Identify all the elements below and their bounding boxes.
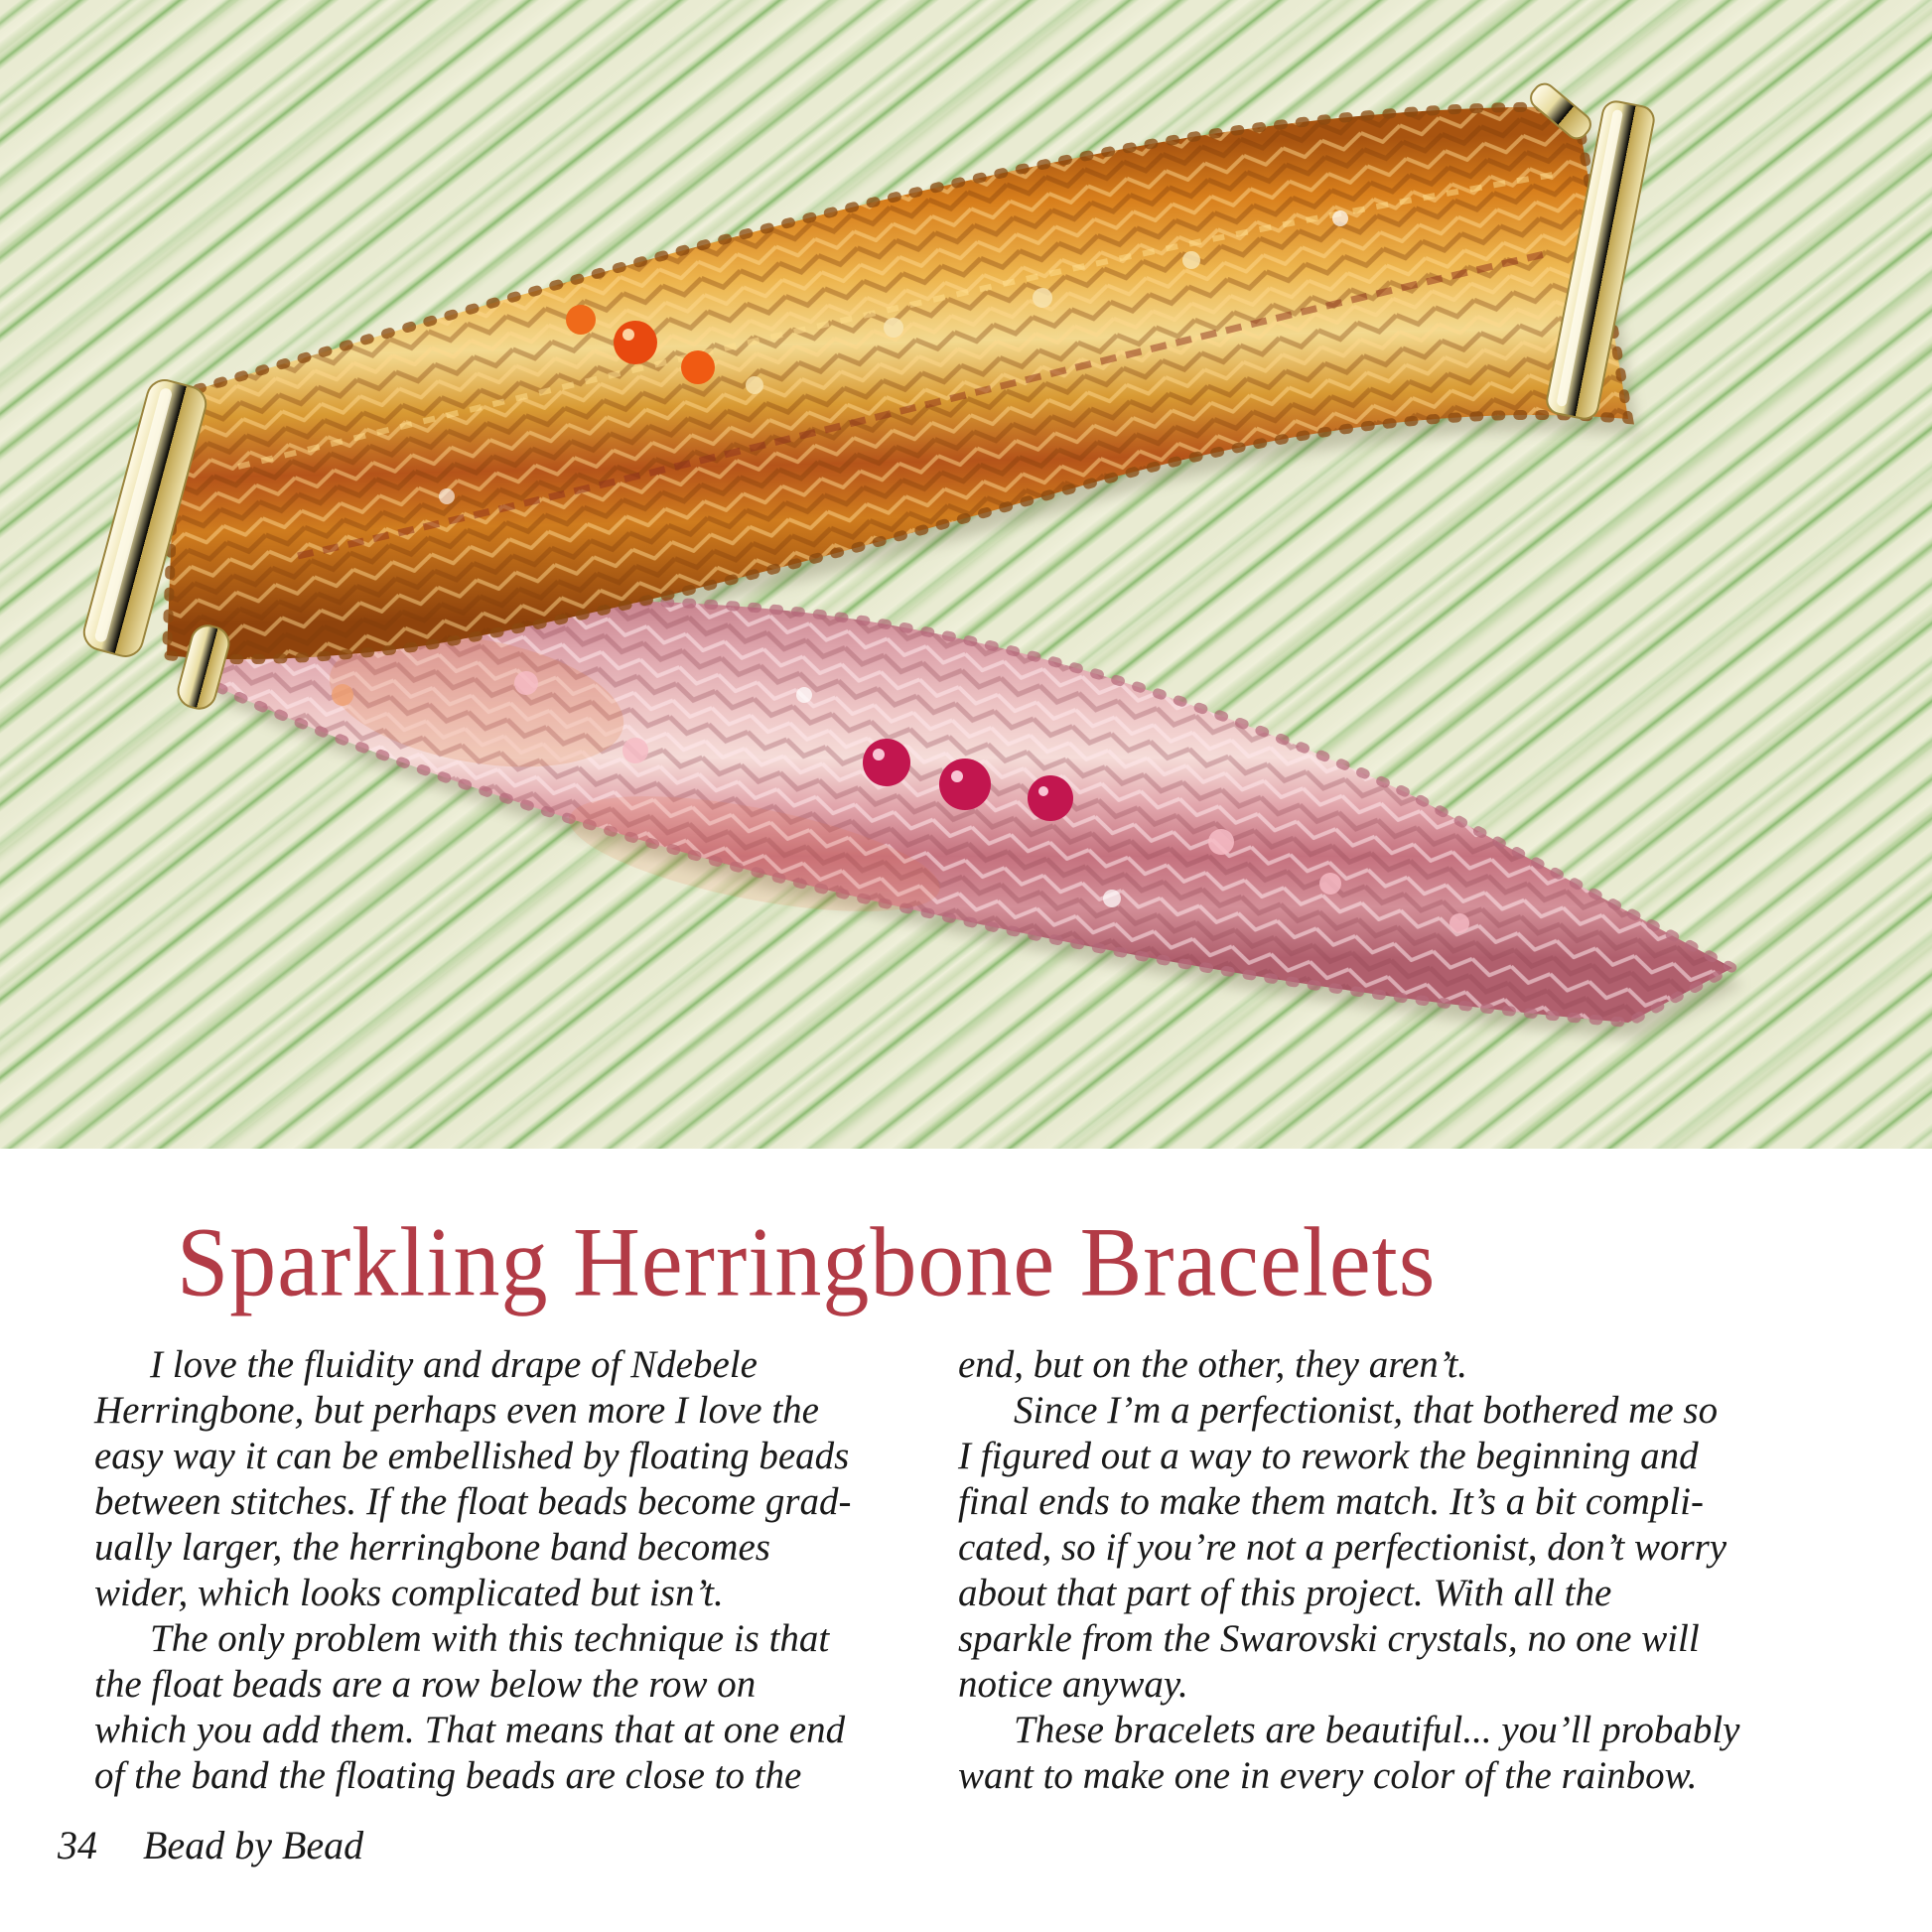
page-title: Sparkling Herringbone Bracelets — [177, 1207, 1437, 1317]
text-line: ually larger, the herringbone band becomes — [94, 1526, 770, 1569]
page-number: 34 — [58, 1823, 97, 1867]
text-line: These bracelets are beautiful... you’ll probably — [1014, 1709, 1740, 1751]
text-line: which you add them. That means that at one end — [94, 1709, 846, 1751]
text-line: cated, so if you’re not a perfectionist, don’t worry — [958, 1526, 1727, 1569]
page-footer — [58, 1823, 363, 1868]
text-line: The only problem with this technique is that — [150, 1617, 830, 1660]
text-line: about that part of this project. With all the — [958, 1572, 1612, 1614]
text-line: end, but on the other, they aren’t. — [958, 1343, 1468, 1386]
text-line: Since I’m a perfectionist, that bothered me so — [1014, 1389, 1719, 1432]
text-line: between stitches. If the float beads become grad- — [94, 1480, 852, 1523]
text-line: I figured out a way to rework the beginning and — [958, 1435, 1699, 1477]
text-line: wider, which looks complicated but isn’t. — [94, 1572, 724, 1614]
text-column-right — [958, 1342, 1848, 1799]
text-line: sparkle from the Swarovski crystals, no one will — [958, 1617, 1700, 1660]
text-line: the float beads are a row below the row on — [94, 1663, 757, 1706]
text-line: notice anyway. — [958, 1663, 1188, 1706]
text-line: want to make one in every color of the rainbow. — [958, 1754, 1698, 1797]
text-line: of the band the floating beads are close to the — [94, 1754, 802, 1797]
article-body — [94, 1342, 1848, 1799]
text-line: Herringbone, but perhaps even more I love the — [94, 1389, 819, 1432]
text-line: easy way it can be embellished by floating beads — [94, 1435, 850, 1477]
text-line: I love the fluidity and drape of Ndebele — [150, 1343, 758, 1386]
text-line: final ends to make them match. It’s a bit compli- — [958, 1480, 1704, 1523]
book-title: Bead by Bead — [143, 1823, 364, 1867]
text-column-left — [94, 1342, 944, 1799]
